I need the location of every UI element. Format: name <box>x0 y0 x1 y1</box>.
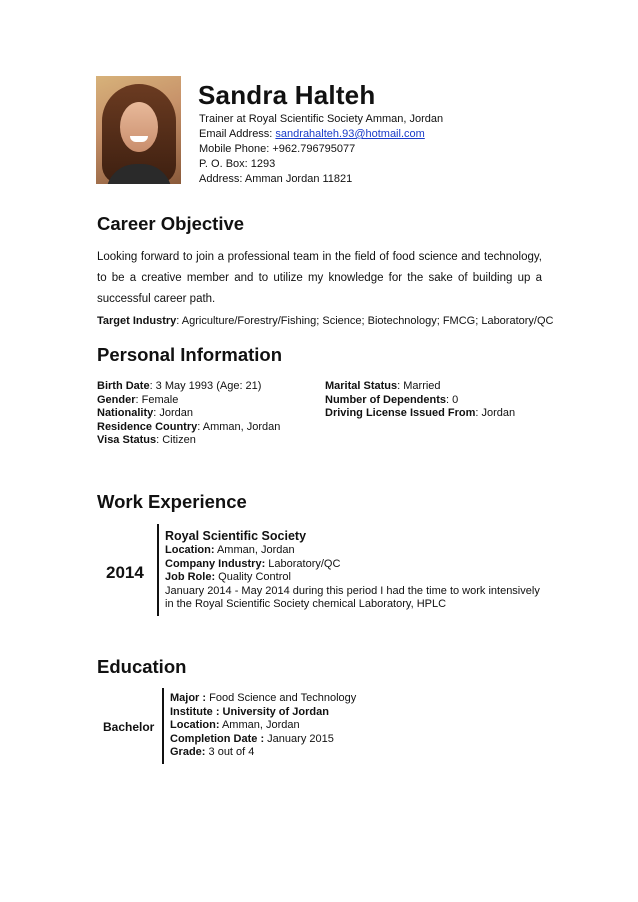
address-line: Address: Amman Jordan 11821 <box>199 173 353 185</box>
visa-status: Visa Status: Citizen <box>97 434 196 446</box>
completion-date: Completion Date : January 2015 <box>170 732 334 745</box>
grade: Grade: 3 out of 4 <box>170 746 255 758</box>
work-heading: Work Experience <box>97 491 247 512</box>
work-desc-2: in the Royal Scientific Society chemical Laboratory, HPLC <box>165 598 447 610</box>
title-line: Trainer at Royal Scientific Society Amman, Jordan <box>199 113 444 125</box>
birth-date: Birth Date: 3 May 1993 (Age: 21) <box>97 380 262 392</box>
institute: Institute : University of Jordan <box>170 705 329 718</box>
personal-heading: Personal Information <box>97 344 283 365</box>
education-entry <box>170 692 356 760</box>
profile-photo <box>96 76 181 184</box>
career-heading: Career Objective <box>97 213 245 234</box>
work-role: Job Role: Quality Control <box>165 571 291 583</box>
work-divider <box>157 524 159 616</box>
person-name: Sandra Halteh <box>198 80 376 110</box>
contact-info <box>199 112 443 187</box>
pobox-line: P. O. Box: 1293 <box>199 158 276 170</box>
residence-country: Residence Country: Amman, Jordan <box>97 420 281 433</box>
target-industry: Target Industry: Agriculture/Forestry/Fishing; Science; Biotechnology; FMCG; Laboratory/QC <box>97 315 554 327</box>
major: Major : Food Science and Technology <box>170 692 357 704</box>
company-name: Royal Scientific Society <box>165 529 307 543</box>
work-industry: Company Industry: Laboratory/QC <box>165 557 341 570</box>
edu-location: Location: Amman, Jordan <box>170 719 300 731</box>
driving-license: Driving License Issued From: Jordan <box>325 407 516 419</box>
email-link[interactable]: sandrahalteh.93@hotmail.com <box>275 128 425 140</box>
education-heading: Education <box>97 656 187 677</box>
degree-label: Bachelor <box>103 720 155 734</box>
mobile-line: Mobile Phone: +962.796795077 <box>199 143 356 155</box>
nationality: Nationality: Jordan <box>97 407 193 419</box>
work-entry <box>165 528 540 612</box>
email-line: Email Address: sandrahalteh.93@hotmail.com <box>199 128 425 140</box>
marital-status: Marital Status: Married <box>325 380 441 392</box>
work-year: 2014 <box>106 563 144 582</box>
education-divider <box>162 688 164 764</box>
work-desc-1: January 2014 - May 2014 during this period I had the time to work intensively <box>165 584 540 597</box>
personal-right <box>325 380 515 421</box>
personal-left <box>97 380 280 448</box>
work-location: Location: Amman, Jordan <box>165 544 295 556</box>
gender: Gender: Female <box>97 393 179 406</box>
career-text: Looking forward to join a professional team in the field of food science and technology, to be a creative member and to utilize my knowledge for the sake of building up a successful career path. <box>97 251 542 305</box>
dependents: Number of Dependents: 0 <box>325 393 459 406</box>
